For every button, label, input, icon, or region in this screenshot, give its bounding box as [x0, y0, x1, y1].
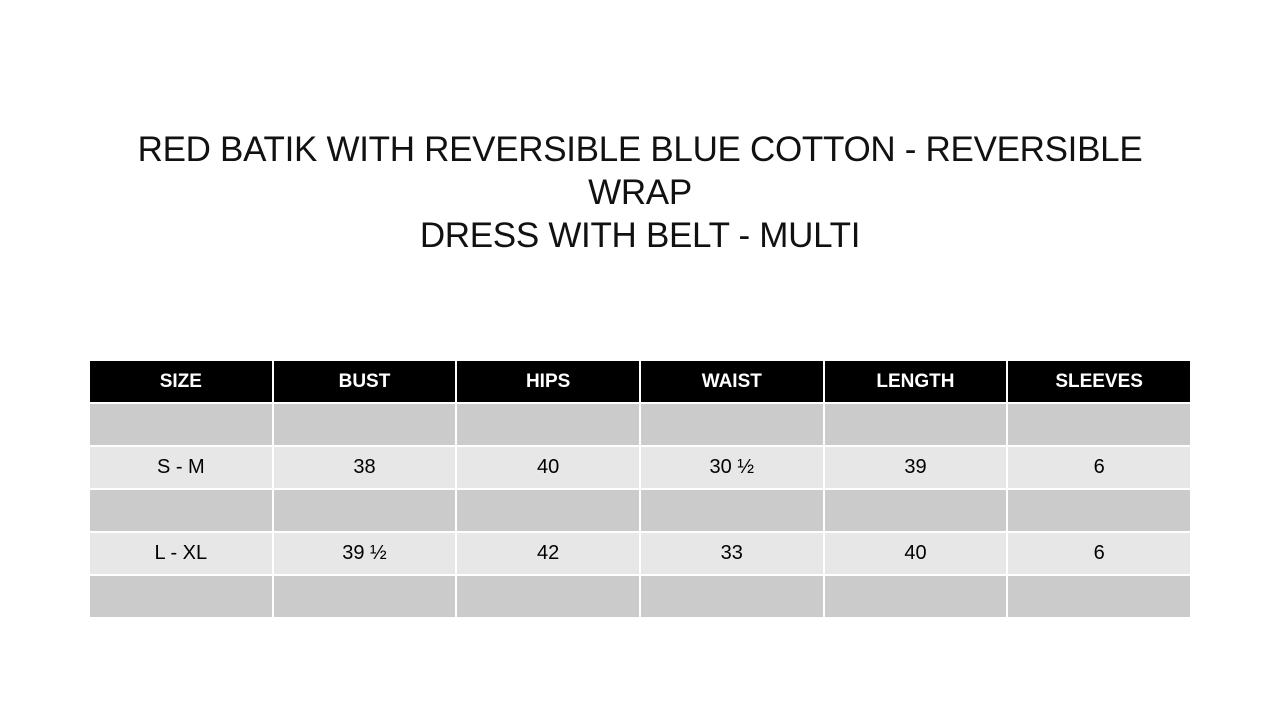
- table-row: [89, 532, 1191, 575]
- header-waist: WAIST: [640, 360, 824, 403]
- table-row: [89, 403, 1191, 446]
- cell-waist: [640, 575, 824, 618]
- page-title: [90, 128, 1190, 257]
- cell-sleeves: 6: [1007, 446, 1191, 489]
- cell-size: [89, 575, 273, 618]
- cell-waist: [640, 489, 824, 532]
- cell-bust: [273, 575, 457, 618]
- table-row: [89, 575, 1191, 618]
- cell-waist: 33: [640, 532, 824, 575]
- header-length: LENGTH: [824, 360, 1008, 403]
- cell-length: [824, 575, 1008, 618]
- table-header-row: [89, 360, 1191, 403]
- cell-sleeves: 6: [1007, 532, 1191, 575]
- table-row: [89, 446, 1191, 489]
- header-bust: BUST: [273, 360, 457, 403]
- cell-length: [824, 403, 1008, 446]
- cell-bust: [273, 403, 457, 446]
- cell-sleeves: [1007, 403, 1191, 446]
- cell-sleeves: [1007, 489, 1191, 532]
- cell-length: 40: [824, 532, 1008, 575]
- title-line-2: DRESS WITH BELT - MULTI: [419, 216, 861, 255]
- cell-hips: 40: [456, 446, 640, 489]
- cell-hips: 42: [456, 532, 640, 575]
- size-chart-table: [88, 359, 1192, 619]
- cell-size: L - XL: [89, 532, 273, 575]
- cell-waist: [640, 403, 824, 446]
- cell-length: [824, 489, 1008, 532]
- cell-bust: 39 ½: [273, 532, 457, 575]
- cell-hips: [456, 403, 640, 446]
- cell-hips: [456, 489, 640, 532]
- header-hips: HIPS: [456, 360, 640, 403]
- cell-length: 39: [824, 446, 1008, 489]
- cell-size: [89, 403, 273, 446]
- cell-sleeves: [1007, 575, 1191, 618]
- header-size: SIZE: [89, 360, 273, 403]
- cell-size: [89, 489, 273, 532]
- header-sleeves: SLEEVES: [1007, 360, 1191, 403]
- cell-bust: [273, 489, 457, 532]
- cell-bust: 38: [273, 446, 457, 489]
- cell-hips: [456, 575, 640, 618]
- cell-waist: 30 ½: [640, 446, 824, 489]
- title-line-1: RED BATIK WITH REVERSIBLE BLUE COTTON - REVERSIBLE WRAP: [137, 130, 1143, 212]
- table-row: [89, 489, 1191, 532]
- cell-size: S - M: [89, 446, 273, 489]
